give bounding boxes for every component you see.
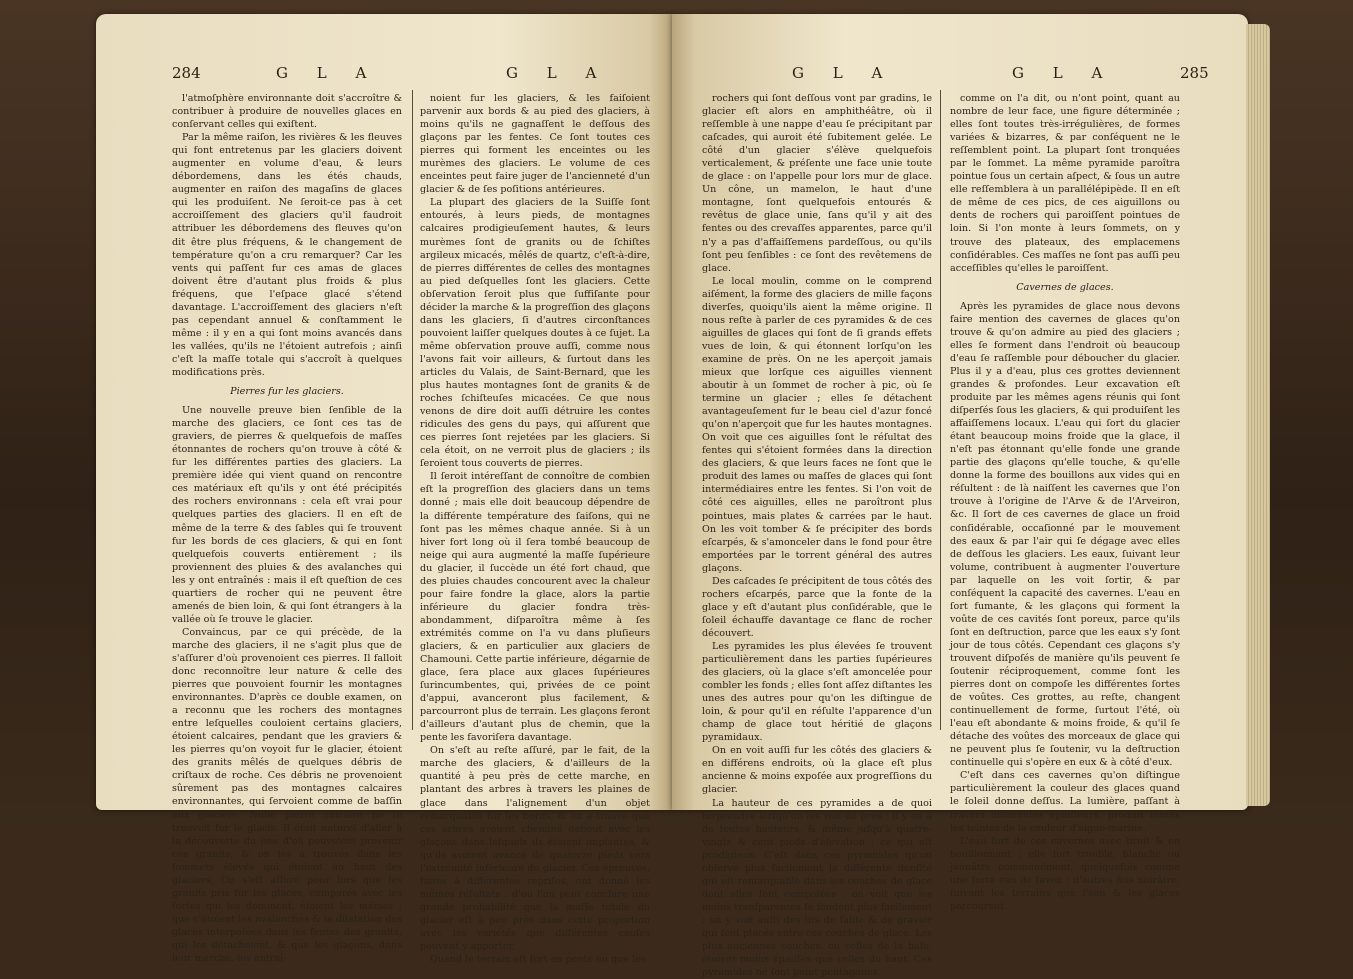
page-number-left: 284 xyxy=(172,64,201,82)
open-book xyxy=(96,14,1248,979)
paragraph: comme on l'a dit, ou n'ont point, quant au nombre de leur face, une figure déterminée ; elles ſont toutes très-irrégulières, de formes variées & bizarres, & par conſéquent ne le reſſemblent point. La plupart ſont tronquées par le ſommet. La même pyramide paroîtra pointue ſous un certain aſpect, & ſous un autre elle reſſemblera à un parallélépipède. Il en eſt de même de ces pics, de ces aiguillons ou dents de rochers qui paroiſſent pointues de loin. Si l'on monte à leurs ſommets, on y trouve des plateaux, des emplacemens conſidérables. Ces maſſes ne ſont pas auſſi peu acceſſibles qu'elles le paroiſſent. xyxy=(950,93,1180,274)
left-page-column-1 xyxy=(172,92,402,965)
paragraph: C'eſt dans ces cavernes qu'on diſtingue particulièrement la couleur des glaces quand le ſoleil donne deſſus. La lumière, paſſant à travers différentes épaiſſeurs, produit toutes les teintes de la couleur d'aigue-marine. xyxy=(950,770,1180,834)
left-page-header xyxy=(96,58,672,82)
paragraph: l'atmoſphère environnante doit s'accroître & contribuer à produire de nouvelles glaces en conſervant celles qui exiſtent. xyxy=(172,93,402,131)
left-page-column-2 xyxy=(420,92,650,966)
left-page xyxy=(96,14,672,966)
right-page-column-2 xyxy=(950,92,1180,912)
page-edges-right xyxy=(1246,24,1270,806)
running-head: G L A xyxy=(792,64,895,82)
column-divider xyxy=(940,90,941,730)
running-head: G L A xyxy=(276,64,379,82)
paragraph: La hauteur de ces pyramides a de quoi ſurprendre lorſqu'on les voit de près : il y en a de toutes hauteurs, & même juſqu'à quatre-vingts & cent pieds d'élévation ; ce qui eſt prodigieux. C'eſt dans ces pyramides qu'on obſerve plus facilement la différente denſité qui eſt remarquable dans les couches de glace dont elles ſont compoſées : on voit que les moins tranſparentes ſe fondent plus facilement ; on y voit auſſi des lits de ſable & de gravier qui ſont placés entre ces couches de glace. Les plus anciennes couches, ou celles de la baſe, étoient moins épaiſſes que celles du haut. Ces pyramides ne ſont point pentagones xyxy=(702,797,932,979)
section-subheading: Pierres fur les glaciers. xyxy=(230,386,344,398)
right-page xyxy=(672,14,1248,979)
paragraph: L'eau ſort de ces cavernes avec bruit & en bouillonnant ; elle ſort trouble, blanche ou jaunâtre communément, quelquefois comme une ſorte eau de ſavon ; d'autres fois noirâtre, ſuivant les terrains que l'eau & les glaces parcourent. xyxy=(950,835,1180,912)
paragraph: Convaincus, par ce qui précède, de la marche des glaciers, il ne s'agit plus que de s'aſſurer d'où provenoient ces pierres. Il falloit donc reconnoître leur nature & celle des pierres que pouvoient fournir les montagnes environnantes. D'après ce double examen, on a reconnu que les rochers des montagnes entre leſquelles couloient certains glaciers, étoient calcaires, pendant que les graviers & les pierres qu'on voyoit fur le glacier, étoient des granits mêlés de quelques débris de criſtaux de roche. Ces débris ne provenoient sûrement pas des montagnes calcaires environnantes, qui ſervoient comme de baſſin aux glaciers. Nulle pierre calcaire ne ſe trouvoit fur le glacis. Il étoit naturel d'aller à la découverte du lieu d'où pouvoient provenir ces granits, & on les a trouvés dans les ſommets élevés qui étoient au haut des glaciers. On s'eſt aſſuré pour lors que les granits pris fur les glaces, comparés avec les ſortes qui les dominent, étoient les mêmes ; que c'étoient les avalanches & la dilatation des glaces interpoſées dans les fentes des granits, qui les détachoient, & que les glaçons, dans leur marche, les entraî- xyxy=(172,626,402,965)
column-divider xyxy=(412,90,413,730)
right-page-header xyxy=(672,58,1248,82)
running-head: G L A xyxy=(506,64,609,82)
paragraph: Une nouvelle preuve bien ſenſible de la marche des glaciers, ce ſont ces tas de graviers, de pierres & quelquefois de maſſes étonnantes de rochers qu'on trouve à côté & fur les différentes parties des glaciers. La première idée qui vient quand on rencontre ces matériaux eſt qu'ils y ont été précipités des rochers environnans : cela eſt vrai pour quelques parties des glaciers. Il en eſt de même de la terre & des ſables qui ſe trouvent fur les bords de ces glaciers, & qui en ſont quelquefois couverts entièrement ; ils proviennent des pluies & des avalanches qui les y ont entraînés : mais il eſt queſtion de ces quartiers de rocher qui ne peuvent être amenés de bien loin, & qui ſont étrangers à la vallée où ſe trouve le glacier. xyxy=(172,405,402,625)
paragraph: Le local moulin, comme on le comprend aiſément, la forme des glaciers de mille façons diverſes, quoiqu'ils aient la même origine. Il nous reſte à parler de ces pyramides & de ces aiguilles de glaces qui ſont de ſi grands effets vues de loin, & qui étonnent lorſqu'on les examine de près. On ne les aperçoit jamais mieux que lorſque ces aiguilles viennent aboutir à un ſommet de rocher à pic, où ſe termine un glacier ; elles ſe détachent avantageuſement fur le beau ciel d'azur foncé qu'on n'aperçoit que fur les hautes montagnes. On voit que ces aiguilles ſont le réſultat des fentes qui s'étoient formées dans la direction des glaciers, & que leurs faces ne ſont que le produit des lames ou maſſes de glaces qui ſont intermédiaires entre les fentes. Si l'on voit de côté ces aiguilles, elles ne paroîtront plus pointues, mais plates & carrées par le haut. On les voit tomber & ſe précipiter des bords eſcarpés, & s'amonceler dans le fond pour être emportées par le torrent général des autres glaçons. xyxy=(702,275,932,574)
paragraph: Il ſeroit intéreſſant de connoître de combien eſt la progreſſion des glaciers dans un tems donné ; mais elle doit beaucoup dépendre de la différente température des ſaiſons, qui ne ſont pas les mêmes chaque année. Si à un hiver fort long où il ſera tombé beaucoup de neige qui aura augmenté la maſſe ſupérieure du glacier, il ſuccède un été fort chaud, que des pluies chaudes concourent avec la chaleur pour faire fondre la glace, alors la partie inférieure du glacier fondra très-abondamment, diſparoîtra même à ſes extrémités comme on l'a vu dans pluſieurs glaciers, & en particulier aux glaciers de Chamouni. Cette partie inférieure, dégarnie de glace, ſera place aux glaces ſupérieures ſurincumbentes, qui, privées de ce point d'appui, avanceront plus facilement, & parcourront plus de terrain. Les glaçons feront d'ailleurs d'autant plus de chemin, que la pente les favoriſera davantage. xyxy=(420,471,650,744)
paragraph: La plupart des glaciers de la Suiſſe ſont entourés, à leurs pieds, de montagnes calcaires prodigieuſement hautes, & leurs murèmes ſont de granits ou de ſchiſtes argileux micacés, mêlés de quartz, c'eſt-à-dire, de pierres différentes de celles des montagnes au pied deſquelles ſont les glaciers. Cette obſervation ſeroit plus que ſuffiſante pour décider la marche & la progreſſion des glaçons dans les glaciers, ſi d'autres circonſtances pouvoient laiſſer quelques doutes à ce ſujet. La même obſervation prouve auſſi, comme nous l'avons fait voir ailleurs, & ſurtout dans les articles du Valais, de Saint-Bernard, que les plus hautes montagnes ſont de granits & de roches ſchiſteuſes micacées. Ce que nous venons de dire doit auſſi détruire les contes ridicules des gens du pays, qui aſſurent que ces pierres ſont rejetées par les glaciers. Si cela étoit, on ne verroit plus de glaciers ; ils ſeroient tous couverts de pierres. xyxy=(420,197,650,470)
paragraph: Des caſcades ſe précipitent de tous côtés des rochers eſcarpés, parce que la fonte de la glace y eſt d'autant plus conſidérable, que le ſoleil échauffe davantage ce flanc de rocher découvert. xyxy=(702,575,932,639)
paragraph: noient fur les glaciers, & les faiſoient parvenir aux bords & au pied des glaciers, à moins qu'ils ne gagnaſſent le deſſous des glaçons par les fentes. Ce ſont toutes ces pierres qui forment les enceintes ou les murèmes des glaciers. Le volume de ces enceintes peut faire juger de l'ancienneté d'un glacier & de ſes poſitions antérieures. xyxy=(420,93,650,196)
paragraph: On en voit auſſi fur les côtés des glaciers & en différens endroits, où la glace eſt plus ancienne & moins expoſée aux progreſſions du glacier. xyxy=(702,745,932,796)
paragraph: Quand le terrain eſt fort en pente ou que les xyxy=(430,954,646,966)
right-page-column-1 xyxy=(702,92,932,979)
running-head: G L A xyxy=(1012,64,1115,82)
paragraph: Les pyramides les plus élevées ſe trouvent particulièrement dans les parties ſupérieures des glaciers, où la glace s'eſt amoncelée pour combler les fonds ; elles ſont aſſez diſtantes les unes des autres pour qu'on les diſtingue de loin, & pour qu'il en réſulte l'apparence d'un champ de glace tout héritié de glaçons pyramidaux. xyxy=(702,640,932,744)
section-subheading: Cavernes de glaces. xyxy=(1016,281,1114,293)
paragraph: On s'eſt au reſte aſſuré, par le fait, de la marche des glaciers, & d'ailleurs de la quantité à peu près de cette marche, en plantant des arbres à travers les plaines de glace dans l'alignement d'un objet remarquable fur les bords, & on a trouvé que ces arbres avoient cheminé debout avec les glaçons dans leſquels ils étoient implantés, & qu'ils avoient avancé de quatorze pieds vers l'extrémité inférieure du glacier. Ces épreuves, faites à différentes repriſes, ont donné les mêmes réſultats : d'où l'on peut conclure une grande probabilité que la maſſe totale du glacier eſt à peu près dans cette proportion avec les variétés que différentes cauſes peuvent y apporter. xyxy=(420,745,650,953)
paragraph: Après les pyramides de glace nous devons faire mention des cavernes de glaces qu'on trouve & qu'on admire au pied des glaciers ; elles ſe forment dans l'endroit où beaucoup d'eau ſe raſſemble pour déboucher du glacier. Plus il y a d'eau, plus ces grottes deviennent grandes & profondes. Leur excavation eſt produite par les mêmes agens réunis qui ſont diſperſés ſous les glaciers, & qui produiſent les affaiſſemens locaux. L'eau qui ſort du glacier étant beaucoup moins froide que la glace, il n'eſt pas étonnant qu'elle fonde une grande partie des glaçons qu'elle touche, & qu'elle donne la forme des bouillons aux vides qui en réſultent : de là naiſſent les cavernes que l'on trouve à l'origine de l'Arve & de l'Arveiron, &c. Il ſort de ces cavernes de glace un froid conſidérable, occaſionné par le mouvement des eaux & par l'air qui ſe dégage avec elles de deſſous les glaciers. Les eaux, ſuivant leur volume, contribuent à augmenter l'ouverture par laquelle on les voit ſortir, & par conſéquent la capacité des cavernes. L'eau en ſort fumante, & les glaçons qui forment la voûte de ces cavités ſont poreux, parce qu'ils ſont en deſtruction, parce que les eaux s'y ſont jour de tous côtés. Cependant ces glaçons s'y trouvent diſpoſés de manière qu'ils peuvent ſe ſoutenir réciproquement, comme ſont les pierres dont on compoſe les différentes ſortes de voûtes. Ces grottes, au reſte, changent continuellement de forme, ſurtout l'été, où l'eau eſt abondante & moins froide, & qu'il ſe détache des voûtes des morceaux de glace qui ne peuvent plus ſe ſoutenir, vu la deſtruction continuelle qui s'opère en eux & à côté d'eux. xyxy=(950,300,1180,769)
paragraph: Par la même raiſon, les rivières & les fleuves qui font entretenus par les glaciers doivent augmenter en volume d'eau, & leurs débordemens, dans les étés chauds, augmenter en raiſon des magaſins de glaces qui les produiſent. Ne ſeroit-ce pas à cet accroiſſement des glaciers qu'il faudroit attribuer les débordemens des fleuves qu'on dit être plus fréquens, & le changement de température qu'on a cru remarquer? Car les vents qui paſſent fur ces amas de glaces doivent être d'autant plus froids & plus fréquens, que l'eſpace glacé s'étend davantage. L'accroiſſement des glaciers n'eſt pas cependant annuel & conſtamment le même : il y en a qui ſont moins avancés dans les vallées, qu'ils ne l'étoient autrefois ; ainſi c'eſt la maſſe totale qui s'accroît à quelques modifications près. xyxy=(172,132,402,378)
paragraph: rochers qui ſont deſſous vont par gradins, le glacier eſt alors en amphithéâtre, où il reſſemble à une nappe d'eau ſe précipitant par caſcades, qui auroit été ſubitement gelée. Le côté d'un glacier s'élève quelquefois verticalement, & préſente une face unie toute de glace : on l'appelle pour lors mur de glace. Un cône, un mamelon, le haut d'une montagne, ſont quelquefois entourés & revêtus de glace unie, ſans qu'il y ait des fentes ou des crevaſſes apparentes, parce qu'il n'y a pas d'affaiſſemens pardeſſous, ou qu'ils ſont peu ſenſibles : ce ſont des revêtemens de glace. xyxy=(702,93,932,274)
page-number-right: 285 xyxy=(1180,64,1209,82)
